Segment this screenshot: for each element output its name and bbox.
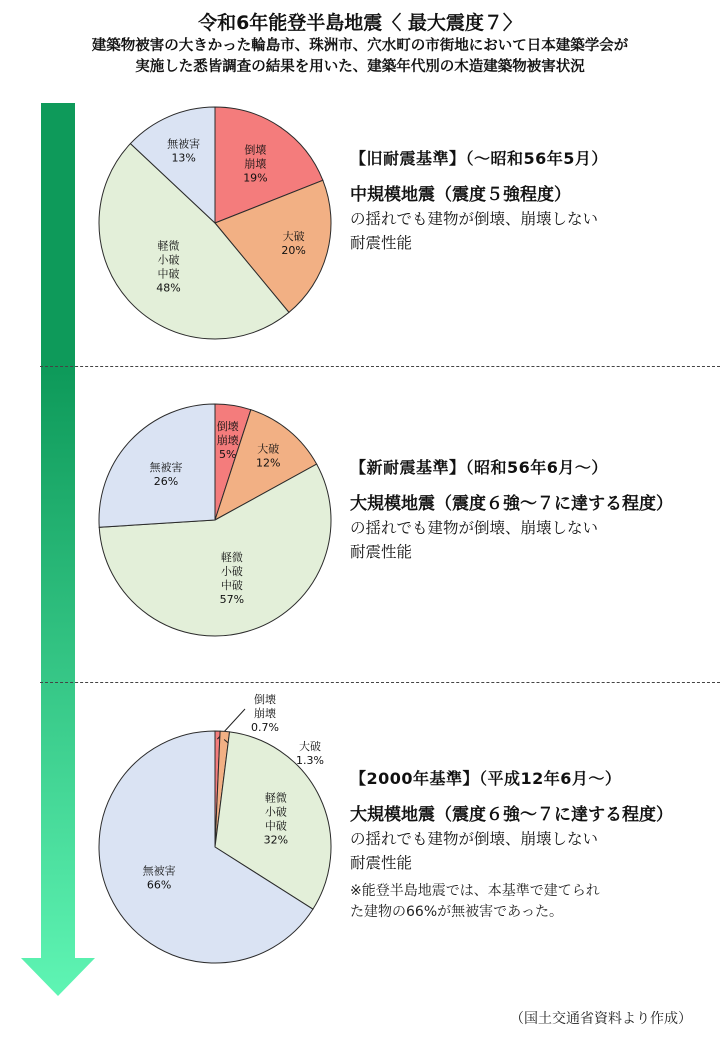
section-body-line-1: の揺れでも建物が倒壊、崩壊しない: [350, 210, 599, 228]
slice-category-label: 倒壊: [216, 419, 239, 433]
section-body-line-2: 耐震性能: [350, 854, 413, 872]
source-note: （国土交通省資料より作成）: [510, 1011, 692, 1027]
slice-category-label: 大破: [282, 230, 305, 244]
note-line-2: た建物の66%が無被害であった。: [350, 904, 563, 920]
pie-chart-old-svg: [95, 103, 335, 343]
section-body-line-2: 耐震性能: [350, 234, 413, 252]
section-bold-text: 大規模地震（震度６強～７に達する程度）: [350, 494, 673, 514]
slice-category-label: 崩壊: [244, 157, 267, 171]
slice-value-label: 19%: [243, 171, 268, 185]
slice-value-label: 48%: [156, 281, 181, 295]
pie-chart-2000-standard: [95, 693, 335, 967]
section-bold-text: 中規模地震（震度５強程度）: [350, 185, 571, 205]
slice-category-label: 倒壊: [244, 143, 267, 157]
section-body-line-2: 耐震性能: [350, 543, 413, 561]
slice-value-label: 5%: [218, 447, 237, 461]
slice-category-label: 無被害: [167, 137, 201, 151]
section-body-line-1: の揺れでも建物が倒壊、崩壊しない: [350, 519, 599, 537]
slice-value-label: 57%: [219, 592, 245, 606]
slice-value-label: 20%: [281, 244, 306, 258]
slice-category-label: 無被害: [142, 864, 176, 878]
pie-chart-2000-svg: [95, 693, 335, 967]
section-header: 【旧耐震基準】（～昭和56年5月）: [350, 149, 608, 168]
section-note: [350, 881, 710, 923]
page-title: 令和6年能登半島地震〈 最大震度７〉: [198, 12, 522, 34]
timeline-arrow-shape: [21, 103, 95, 996]
slice-value-label: 12%: [256, 456, 281, 470]
slice-value-label: 26%: [153, 474, 179, 488]
slice-category-label: 軽微: [264, 791, 287, 805]
slice-category-label: 大破: [299, 740, 321, 753]
section-divider-1: [40, 366, 720, 367]
slice-value-label: 13%: [171, 151, 196, 165]
slice-value-label: 0.7%: [251, 721, 279, 734]
slice-category-label: 中破: [264, 819, 287, 833]
slice-value-label: 66%: [146, 878, 172, 892]
slice-category-label: 軽微: [157, 239, 180, 253]
subtitle-line-2: 実施した悉皆調査の結果を用いた、建築年代別の木造建築物被害状況: [135, 59, 585, 75]
slice-category-label: 大破: [257, 442, 280, 456]
slice-category-label: 中破: [220, 578, 243, 592]
section-2000-standard: [350, 766, 710, 923]
slice-category-label: 軽微: [220, 550, 243, 564]
slice-category-label: 無被害: [149, 460, 183, 474]
slice-category-label: 小破: [220, 564, 243, 578]
slice-value-label: 1.3%: [296, 754, 324, 767]
section-body-line-1: の揺れでも建物が倒壊、崩壊しない: [350, 830, 599, 848]
slice-category-label: 小破: [264, 805, 287, 819]
pie-chart-old-standard: [95, 103, 335, 343]
note-line-1: ※能登半島地震では、本基準で建てられ: [350, 883, 600, 899]
slice-category-label: 倒壊: [254, 693, 276, 706]
section-old-standard: [350, 146, 710, 255]
slice-value-label: 32%: [263, 833, 289, 847]
section-bold-text: 大規模地震（震度６強～７に達する程度）: [350, 805, 673, 825]
section-header: 【2000年基準】（平成12年6月～）: [350, 769, 622, 788]
section-new-standard: [350, 455, 710, 564]
pie-chart-new-svg: [95, 400, 335, 640]
pie-chart-new-standard: [95, 400, 335, 640]
subtitle-line-1: 建築物被害の大きかった輪島市、珠洲市、穴水町の市街地において日本建築学会が: [91, 38, 629, 54]
slice-category-label: 崩壊: [254, 707, 276, 720]
section-header: 【新耐震基準】（昭和56年6月～）: [350, 458, 608, 477]
slice-category-label: 中破: [157, 267, 180, 281]
section-divider-2: [40, 682, 720, 683]
slice-category-label: 崩壊: [216, 433, 239, 447]
slice-category-label: 小破: [157, 253, 180, 267]
